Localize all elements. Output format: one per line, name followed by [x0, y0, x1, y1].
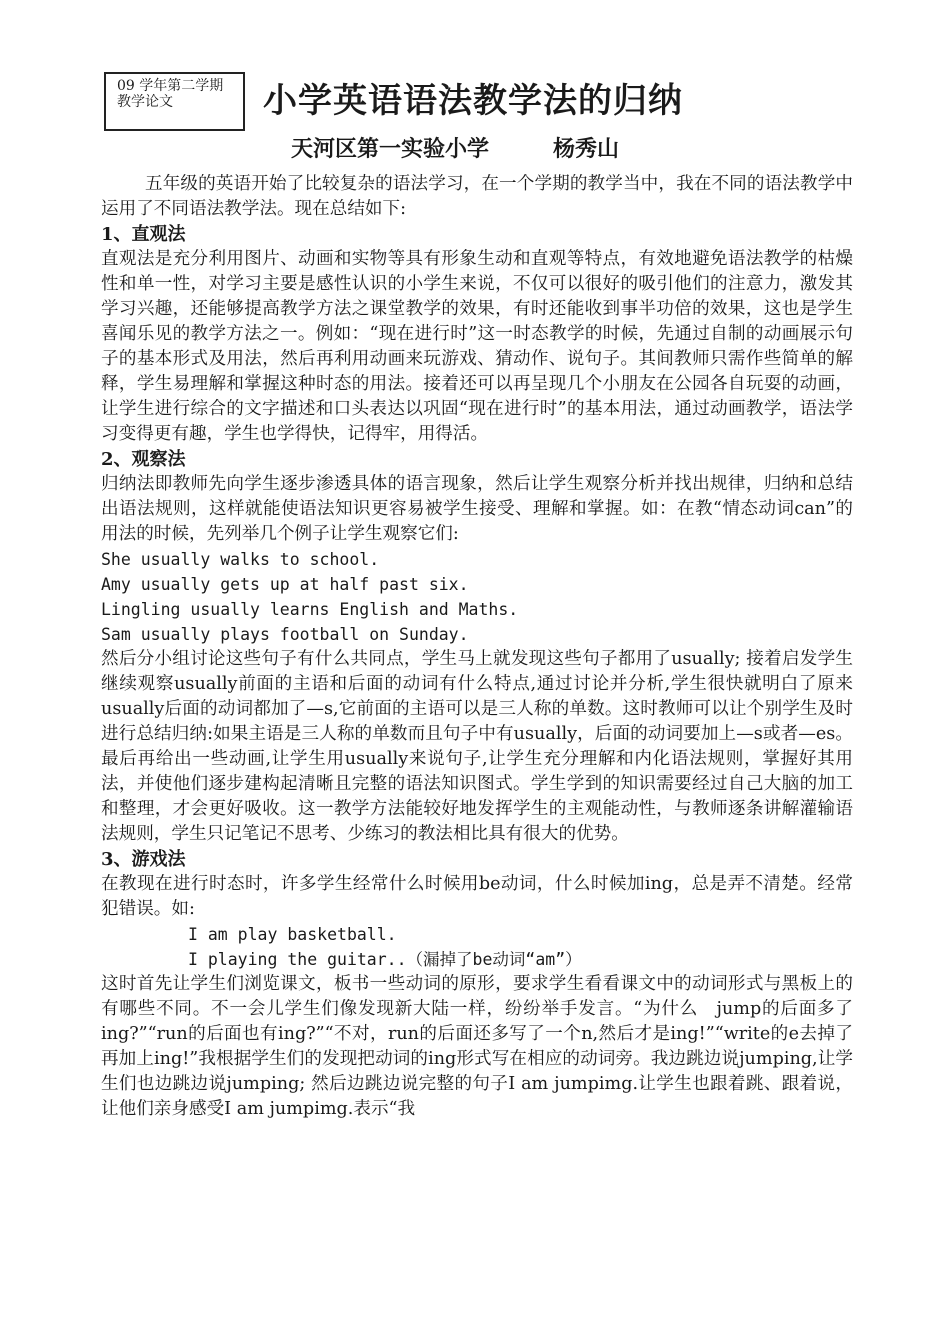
- section-2-paragraph: 归纳法即教师先向学生逐步渗透具体的语言现象，然后让学生观察分析并找出规律，归纳和总结出语法规则，这样就能使语法知识更容易被学生接受、理解和掌握。如：在教“情态动词can”的用法的时候，先列举几个例子让学生观察它们:: [101, 474, 853, 544]
- section-heading-3: 3、游戏法: [101, 849, 186, 870]
- example-sentence: She usually walks to school.: [101, 550, 380, 569]
- section-heading-2: 2、观察法: [101, 449, 186, 470]
- error-example: I am play basketball.: [188, 925, 397, 944]
- example-sentence: Amy usually gets up at half past six.: [101, 575, 469, 594]
- paper-title: 小学英语语法教学法的归纳: [263, 81, 683, 121]
- section-3-discussion: 这时首先让学生们浏览课文，板书一些动词的原形，要求学生看看课文中的动词形式与黑板上的有哪些不同。不一会儿学生们像发现新大陆一样，纷纷举手发言。“为什么 jump的后面多了ing?”“run的后面也有ing?”“不对，run的后面还多写了一个n,然后才是ing!”“write的e去掉了再加上ing!”我根据学生们的发现把动词的ing形式写在相应的动词旁。我边跳边说jumping,让学生们也边跳边说jumping; 然后边跳边说完整的句子I am jumpimg.让学生也跟着跳、跟着说，让他们亲身感受I am jumpimg.表示“我: [101, 974, 853, 1119]
- example-sentence: Sam usually plays football on Sunday.: [101, 625, 469, 644]
- intro-paragraph: 五年级的英语开始了比较复杂的语法学习，在一个学期的教学当中，我在不同的语法教学中运用了不同语法教学法。现在总结如下:: [101, 174, 853, 219]
- school-name: 天河区第一实验小学: [291, 136, 490, 162]
- section-1-paragraph: 直观法是充分利用图片、动画和实物等具有形象生动和直观等特点，有效地避免语法教学的枯燥性和单一性，对学习主要是感性认识的小学生来说，不仅可以很好的吸引他们的注意力，激发其学习兴趣，还能够提高教学方法之课堂教学的效果，有时还能收到事半功倍的效果，这也是学生喜闻乐见的教学方法之一。例如：“现在进行时”这一时态教学的时候，先通过自制的动画展示句子的基本形式及用法，然后再利用动画来玩游戏、猜动作、说句子。其间教师只需作些简单的解释，学生易理解和掌握这种时态的用法。接着还可以再呈现几个小朋友在公园各自玩耍的动画，让学生进行综合的文字描述和口头表达以巩固“现在进行时”的基本用法，通过动画教学，语法学习变得更有趣，学生也学得快，记得牢，用得活。: [101, 249, 853, 444]
- paper-category-box: [104, 72, 245, 131]
- example-sentence: Lingling usually learns English and Maths.: [101, 600, 519, 619]
- paper-body: [101, 172, 853, 1122]
- author-name: 杨秀山: [553, 136, 620, 162]
- tag-line-type: 教学论文: [117, 94, 173, 110]
- tag-line-semester: 09 学年第二学期: [117, 78, 224, 94]
- error-example: I playing the guitar..（漏掉了be动词“am”）: [188, 950, 582, 969]
- section-2-discussion: 然后分小组讨论这些句子有什么共同点，学生马上就发现这些句子都用了usually; 接着启发学生继续观察usually前面的主语和后面的动词有什么特点,通过讨论并分析,学生很快就明白了原来usually后面的动词都加了—s,它前面的主语可以是三人称的单数。这时教师可以让个别学生及时进行总结归纳:如果主语是三人称的单数而且句子中有usually，后面的动词要加上—s或者—es。最后再给出一些动画,让学生用usually来说句子,让学生充分理解和内化语法规则，掌握好其用法，并使他们逐步建构起清晰且完整的语法知识图式。学生学到的知识需要经过自己大脑的加工和整理，才会更好吸收。这一教学方法能较好地发挥学生的主观能动性，与教师逐条讲解灌输语法规则，学生只记笔记不思考、少练习的教法相比具有很大的优势。: [101, 649, 853, 844]
- section-3-paragraph: 在教现在进行时态时，许多学生经常什么时候用be动词，什么时候加ing，总是弄不清楚。经常犯错误。如:: [101, 874, 853, 919]
- section-heading-1: 1、直观法: [101, 224, 186, 245]
- byline: [291, 134, 619, 164]
